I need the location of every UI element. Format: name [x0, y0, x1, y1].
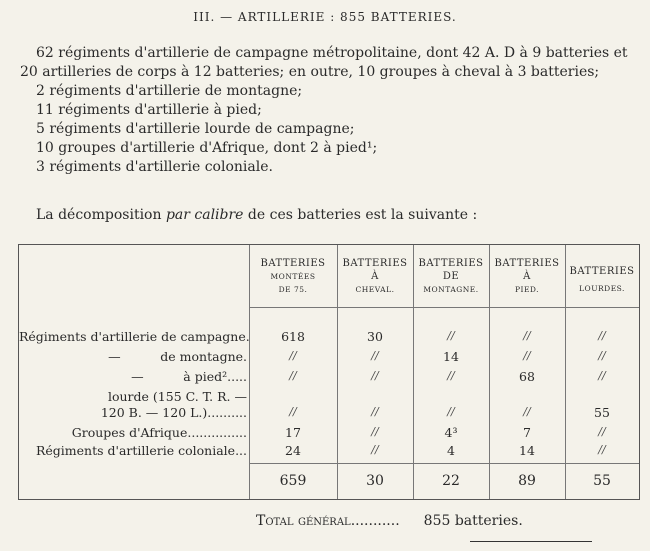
- table-row: [19, 349, 639, 369]
- row-label: 120 B. — 120 L.)..........: [100, 405, 247, 420]
- totals-row: [19, 473, 639, 493]
- table-row: [19, 425, 639, 445]
- table-cell: //: [447, 405, 455, 418]
- table-row: [19, 369, 639, 389]
- total-underline: [470, 541, 592, 542]
- table-cell: 4³: [444, 425, 458, 440]
- intro-line: 5 régiments d'artillerie lourde de campagne;: [36, 121, 355, 137]
- table-cell: 14: [519, 443, 535, 458]
- table-cell: //: [289, 405, 297, 418]
- row-label: Groupes d'Afrique...............: [71, 425, 247, 440]
- table-cell: //: [598, 425, 606, 438]
- grand-total-dots: ...........: [350, 513, 400, 529]
- table-cell: //: [371, 443, 379, 456]
- totals-rule: [249, 463, 639, 464]
- table-row: [19, 443, 639, 463]
- column-header-montees: BATTERIES MONTÉES DE 75.: [260, 258, 326, 294]
- table-cell: //: [371, 349, 379, 362]
- column-header-montagne: BATTERIES DE MONTAGNE.: [418, 258, 484, 294]
- table-cell: 68: [519, 369, 535, 384]
- total-cell: 89: [518, 473, 536, 489]
- table-cell: //: [523, 349, 531, 362]
- intro-line: 10 groupes d'artillerie d'Afrique, dont 2 à pied¹;: [36, 140, 378, 156]
- intro-line: 2 régiments d'artillerie de montagne;: [36, 83, 303, 99]
- column-header-lourdes: BATTERIES LOURDES.: [569, 266, 635, 293]
- intro-paragraph: [20, 44, 640, 177]
- table-cell: //: [523, 405, 531, 418]
- table-cell: //: [447, 329, 455, 342]
- table-cell: //: [371, 405, 379, 418]
- table-cell: 17: [285, 425, 301, 440]
- battery-table: [18, 244, 640, 500]
- table-cell: 618: [281, 329, 305, 344]
- grand-total-label: Total général: [256, 513, 351, 529]
- table-cell: //: [289, 369, 297, 382]
- lead-sentence: [36, 207, 477, 223]
- row-label: Régiments d'artillerie de campagne.: [19, 329, 250, 344]
- table-cell: //: [371, 425, 379, 438]
- intro-line: 20 artilleries de corps à 12 batteries; en outre, 10 groupes à cheval à 3 batteries;: [20, 64, 600, 80]
- table-cell: //: [447, 369, 455, 382]
- lead-after: de ces batteries est la suivante :: [243, 207, 478, 223]
- table-cell: //: [523, 329, 531, 342]
- page-heading: III. — ARTILLERIE : 855 BATTERIES.: [193, 10, 457, 24]
- grand-total-value: 855 batteries.: [423, 513, 523, 529]
- table-cell: 55: [594, 405, 610, 420]
- table-cell: //: [598, 349, 606, 362]
- total-cell: 22: [442, 473, 460, 489]
- table-row: [19, 329, 639, 349]
- grand-total: [256, 513, 523, 529]
- table-cell: //: [598, 443, 606, 456]
- table-cell: 30: [367, 329, 383, 344]
- intro-line: 11 régiments d'artillerie à pied;: [36, 102, 262, 118]
- column-header-cheval: BATTERIES À CHEVAL.: [342, 258, 408, 294]
- table-cell: 4: [447, 443, 455, 458]
- table-cell: 14: [443, 349, 459, 364]
- total-cell: 55: [593, 473, 611, 489]
- table-cell: 7: [523, 425, 531, 440]
- table-cell: //: [371, 369, 379, 382]
- intro-line: 62 régiments d'artillerie de campagne métropolitaine, dont 42 A. D à 9 batteries et: [36, 45, 628, 61]
- total-cell: 30: [366, 473, 384, 489]
- lead-italic: par calibre: [165, 207, 244, 223]
- table-cell: //: [598, 329, 606, 342]
- intro-line: 3 régiments d'artillerie coloniale.: [36, 159, 273, 175]
- column-header-pied: BATTERIES À PIED.: [494, 258, 560, 294]
- lead-before: La décomposition: [36, 207, 166, 223]
- row-label: — de montagne.: [108, 349, 247, 364]
- table-row: [19, 405, 639, 425]
- table-cell: //: [598, 369, 606, 382]
- table-cell: 24: [285, 443, 301, 458]
- total-cell: 659: [279, 473, 307, 489]
- row-label: lourde (155 C. T. R. —: [107, 389, 247, 404]
- table-cell: //: [289, 349, 297, 362]
- header-rule: [249, 307, 639, 308]
- row-label: — à pied².....: [131, 369, 247, 384]
- row-label: Régiments d'artillerie coloniale...: [35, 443, 247, 458]
